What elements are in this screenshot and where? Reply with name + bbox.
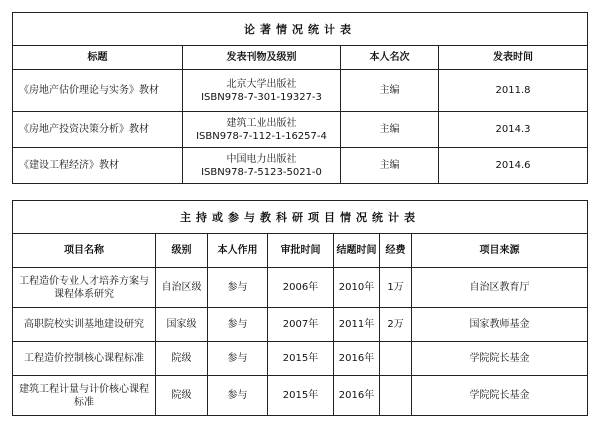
proj-role: 参与: [208, 342, 268, 376]
pub-role: 主编: [341, 70, 439, 112]
proj-approved: 2015年: [268, 376, 334, 416]
proj-source: 自治区教育厅: [412, 268, 588, 308]
table-row: [13, 268, 588, 308]
proj-source: 国家教师基金: [412, 308, 588, 342]
col-header-role: 本人作用: [208, 234, 268, 268]
proj-role: 参与: [208, 268, 268, 308]
col-header-role: 本人名次: [341, 46, 439, 70]
table-row: [13, 112, 588, 148]
proj-source: 学院院长基金: [412, 342, 588, 376]
col-header-title: 标题: [13, 46, 183, 70]
col-header-date: 发表时间: [439, 46, 588, 70]
pub-publisher: 中国电力出版社: [226, 153, 297, 165]
table-header-row: [13, 234, 588, 268]
table-row: [13, 148, 588, 184]
col-header-source: 项目来源: [412, 234, 588, 268]
publications-table: [12, 12, 588, 184]
proj-approved: 2015年: [268, 342, 334, 376]
pub-isbn: ISBN978-7-5123-5021-0: [201, 166, 322, 178]
proj-approved: 2007年: [268, 308, 334, 342]
pub-isbn: ISBN978-7-112-1-16257-4: [196, 130, 327, 142]
pub-title: 《房地产投资决策分析》教材: [13, 112, 183, 148]
table-header-row: [13, 46, 588, 70]
proj-level: 国家级: [156, 308, 208, 342]
table-row: [13, 342, 588, 376]
pub-date: 2014.3: [439, 112, 588, 148]
projects-table: [12, 200, 588, 416]
pub-publisher: 北京大学出版社: [226, 78, 297, 90]
publications-title: 论著情况统计表: [13, 13, 588, 46]
col-header-level: 级别: [156, 234, 208, 268]
table-row: [13, 70, 588, 112]
pub-role: 主编: [341, 112, 439, 148]
projects-title: 主持或参与教科研项目情况统计表: [13, 201, 588, 234]
proj-name: 高职院校实训基地建设研究: [13, 308, 156, 342]
proj-level: 院级: [156, 376, 208, 416]
proj-finished: 2011年: [334, 308, 380, 342]
proj-funding: 2万: [380, 308, 412, 342]
pub-publisher-cell: [183, 148, 341, 184]
col-header-publisher: 发表刊物及级别: [183, 46, 341, 70]
proj-finished: 2016年: [334, 376, 380, 416]
pub-title: 《建设工程经济》教材: [13, 148, 183, 184]
pub-role: 主编: [341, 148, 439, 184]
proj-funding: 1万: [380, 268, 412, 308]
table-row: [13, 308, 588, 342]
proj-level: 自治区级: [156, 268, 208, 308]
pub-date: 2014.6: [439, 148, 588, 184]
col-header-name: 项目名称: [13, 234, 156, 268]
proj-finished: 2010年: [334, 268, 380, 308]
proj-name: 工程造价专业人才培养方案与课程体系研究: [13, 268, 156, 308]
proj-name: 工程造价控制核心课程标准: [13, 342, 156, 376]
pub-title: 《房地产估价理论与实务》教材: [13, 70, 183, 112]
pub-publisher-cell: [183, 112, 341, 148]
table-row: [13, 376, 588, 416]
col-header-finished: 结题时间: [334, 234, 380, 268]
proj-role: 参与: [208, 308, 268, 342]
col-header-funding: 经费: [380, 234, 412, 268]
proj-approved: 2006年: [268, 268, 334, 308]
proj-name: 建筑工程计量与计价核心课程标准: [13, 376, 156, 416]
pub-date: 2011.8: [439, 70, 588, 112]
pub-isbn: ISBN978-7-301-19327-3: [201, 91, 322, 103]
proj-funding: [380, 376, 412, 416]
pub-publisher: 建筑工业出版社: [226, 117, 297, 129]
col-header-approved: 审批时间: [268, 234, 334, 268]
proj-level: 院级: [156, 342, 208, 376]
pub-publisher-cell: [183, 70, 341, 112]
proj-funding: [380, 342, 412, 376]
proj-role: 参与: [208, 376, 268, 416]
proj-source: 学院院长基金: [412, 376, 588, 416]
proj-finished: 2016年: [334, 342, 380, 376]
